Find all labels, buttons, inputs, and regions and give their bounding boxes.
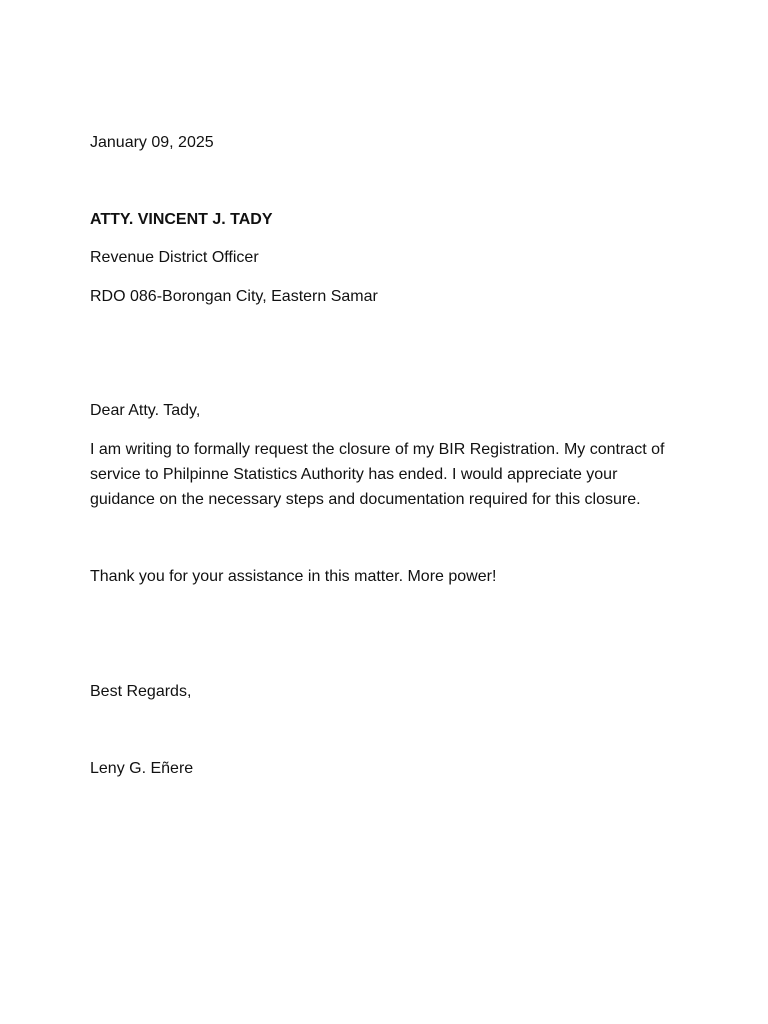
recipient-office: RDO 086-Borongan City, Eastern Samar (90, 288, 378, 305)
thanks-line: Thank you for your assistance in this matter. More power! (90, 568, 497, 585)
body-paragraph (90, 437, 690, 512)
closing: Best Regards, (90, 683, 192, 700)
body-line: guidance on the necessary steps and documentation required for this closure. (90, 491, 641, 508)
recipient-title: Revenue District Officer (90, 249, 259, 266)
letter-date: January 09, 2025 (90, 134, 214, 151)
recipient-name: ATTY. VINCENT J. TADY (90, 211, 273, 228)
body-line: I am writing to formally request the closure of my BIR Registration. My contract of (90, 441, 665, 458)
salutation: Dear Atty. Tady, (90, 402, 201, 419)
signature-name: Leny G. Eñere (90, 760, 194, 777)
body-line: service to Philpinne Statistics Authority has ended. I would appreciate your (90, 466, 618, 483)
